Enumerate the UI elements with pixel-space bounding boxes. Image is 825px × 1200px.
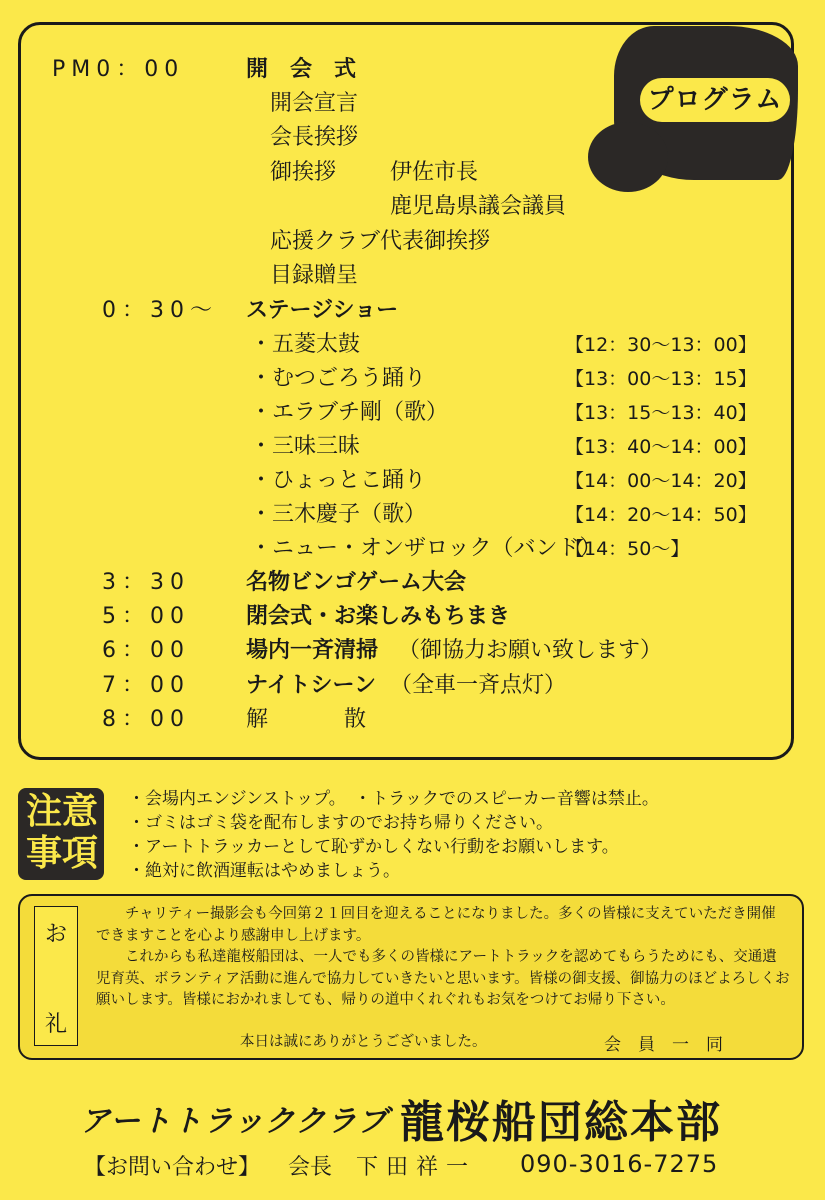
act-name: ・五菱太鼓: [250, 332, 361, 357]
opening-item: 目録贈呈: [270, 263, 359, 288]
event-time: 8：00: [102, 707, 190, 732]
stage-time: 0：30～: [102, 298, 218, 323]
event-time: 3：30: [102, 570, 190, 595]
contact-role: 会長: [288, 1155, 333, 1180]
opening-item: 応援クラブ代表御挨拶: [270, 229, 491, 254]
event-title: ナイトシーン: [246, 673, 377, 698]
act-slot: 【14：00～14：20】: [565, 470, 757, 492]
event-title: 場内一斉清掃: [246, 638, 379, 663]
event-time: 5：00: [102, 604, 190, 629]
act-slot: 【12：30～13：00】: [565, 334, 757, 356]
opening-item: 開会宣言: [270, 91, 359, 116]
event-note: （御協力お願い致します）: [398, 638, 663, 663]
notice-line: ・アートトラッカーとして恥ずかしくない行動をお願いします。: [128, 837, 619, 857]
opening-item: 御挨拶: [270, 160, 337, 185]
event-title: 解: [246, 707, 269, 732]
guest-name: 伊佐市長: [390, 160, 479, 185]
thanks-label-char: お: [44, 922, 67, 947]
contact-name: 下田祥一: [356, 1155, 477, 1180]
opening-title: 開 会 式: [246, 57, 357, 82]
thanks-body: [96, 904, 790, 1012]
thanks-label-char: 礼: [44, 1012, 67, 1037]
thanks-closing: 本日は誠にありがとうございました。: [240, 1034, 487, 1050]
stage-title: ステージショー: [246, 298, 399, 323]
act-name: ・エラブチ剛（歌）: [250, 400, 449, 425]
event-title-2: 散: [344, 707, 367, 732]
thanks-signature: 会 員 一 同: [604, 1035, 723, 1055]
opening-item: 会長挨拶: [270, 125, 359, 150]
act-name: ・三味三昧: [250, 434, 361, 459]
event-title: 閉会式・お楽しみもちまき: [246, 604, 511, 629]
act-name: ・むつごろう踊り: [250, 366, 427, 391]
event-time: 6：00: [102, 638, 190, 663]
notice-line: ・絶対に飲酒運転はやめましょう。: [128, 861, 400, 881]
club-name: アートトラッククラブ: [80, 1104, 389, 1139]
act-slot: 【13：15～13：40】: [565, 402, 757, 424]
notice-label-line: 事項: [25, 833, 98, 874]
contact-phone: 090-3016-7275: [520, 1150, 719, 1178]
opening-time: PM0：00: [52, 57, 185, 82]
thanks-paragraph: これからも私達龍桜船団は、一人でも多くの皆様にアートトラックを認めてもらうためにも、交通遺児育英、ボランティア活動に進んで協力していきたいと思います。皆様の御支援、御協力のほどよろしくお願いします。皆様におかれましても、帰りの道中くれぐれもお気をつけてお帰り下さい。: [96, 949, 790, 1008]
event-title: 名物ビンゴゲーム大会: [246, 570, 467, 595]
guest-name: 鹿児島県議会議員: [390, 194, 567, 219]
act-name: ・ニュー・オンザロック（バンド）: [250, 536, 602, 561]
act-slot: 【14：20～14：50】: [565, 504, 757, 526]
program-badge-label: プログラム: [640, 78, 790, 122]
event-time: 7：00: [102, 673, 190, 698]
notice-label: [24, 791, 100, 875]
notice-label-line: 注意: [25, 791, 98, 832]
act-slot: 【14：50～】: [565, 538, 690, 560]
inquiry-label: 【お問い合わせ】: [84, 1155, 261, 1180]
event-note: （全車一斉点灯）: [390, 673, 567, 698]
group-name: 龍桜船団総本部: [400, 1097, 722, 1148]
act-name: ・ひょっとこ踊り: [250, 468, 427, 493]
act-slot: 【13：00～13：15】: [565, 368, 757, 390]
act-slot: 【13：40～14：00】: [565, 436, 757, 458]
thanks-paragraph: チャリティー撮影会も今回第２１回目を迎えることになりました。多くの皆様に支えていただき開催できますことを心より感謝申し上げます。: [96, 906, 776, 944]
notice-line: ・会場内エンジンストップ。 ・トラックでのスピーカー音響は禁止。: [128, 789, 659, 809]
act-name: ・三木慶子（歌）: [250, 502, 427, 527]
notice-line: ・ゴミはゴミ袋を配布しますのでお持ち帰りください。: [128, 813, 553, 833]
thanks-label: [34, 906, 78, 1046]
